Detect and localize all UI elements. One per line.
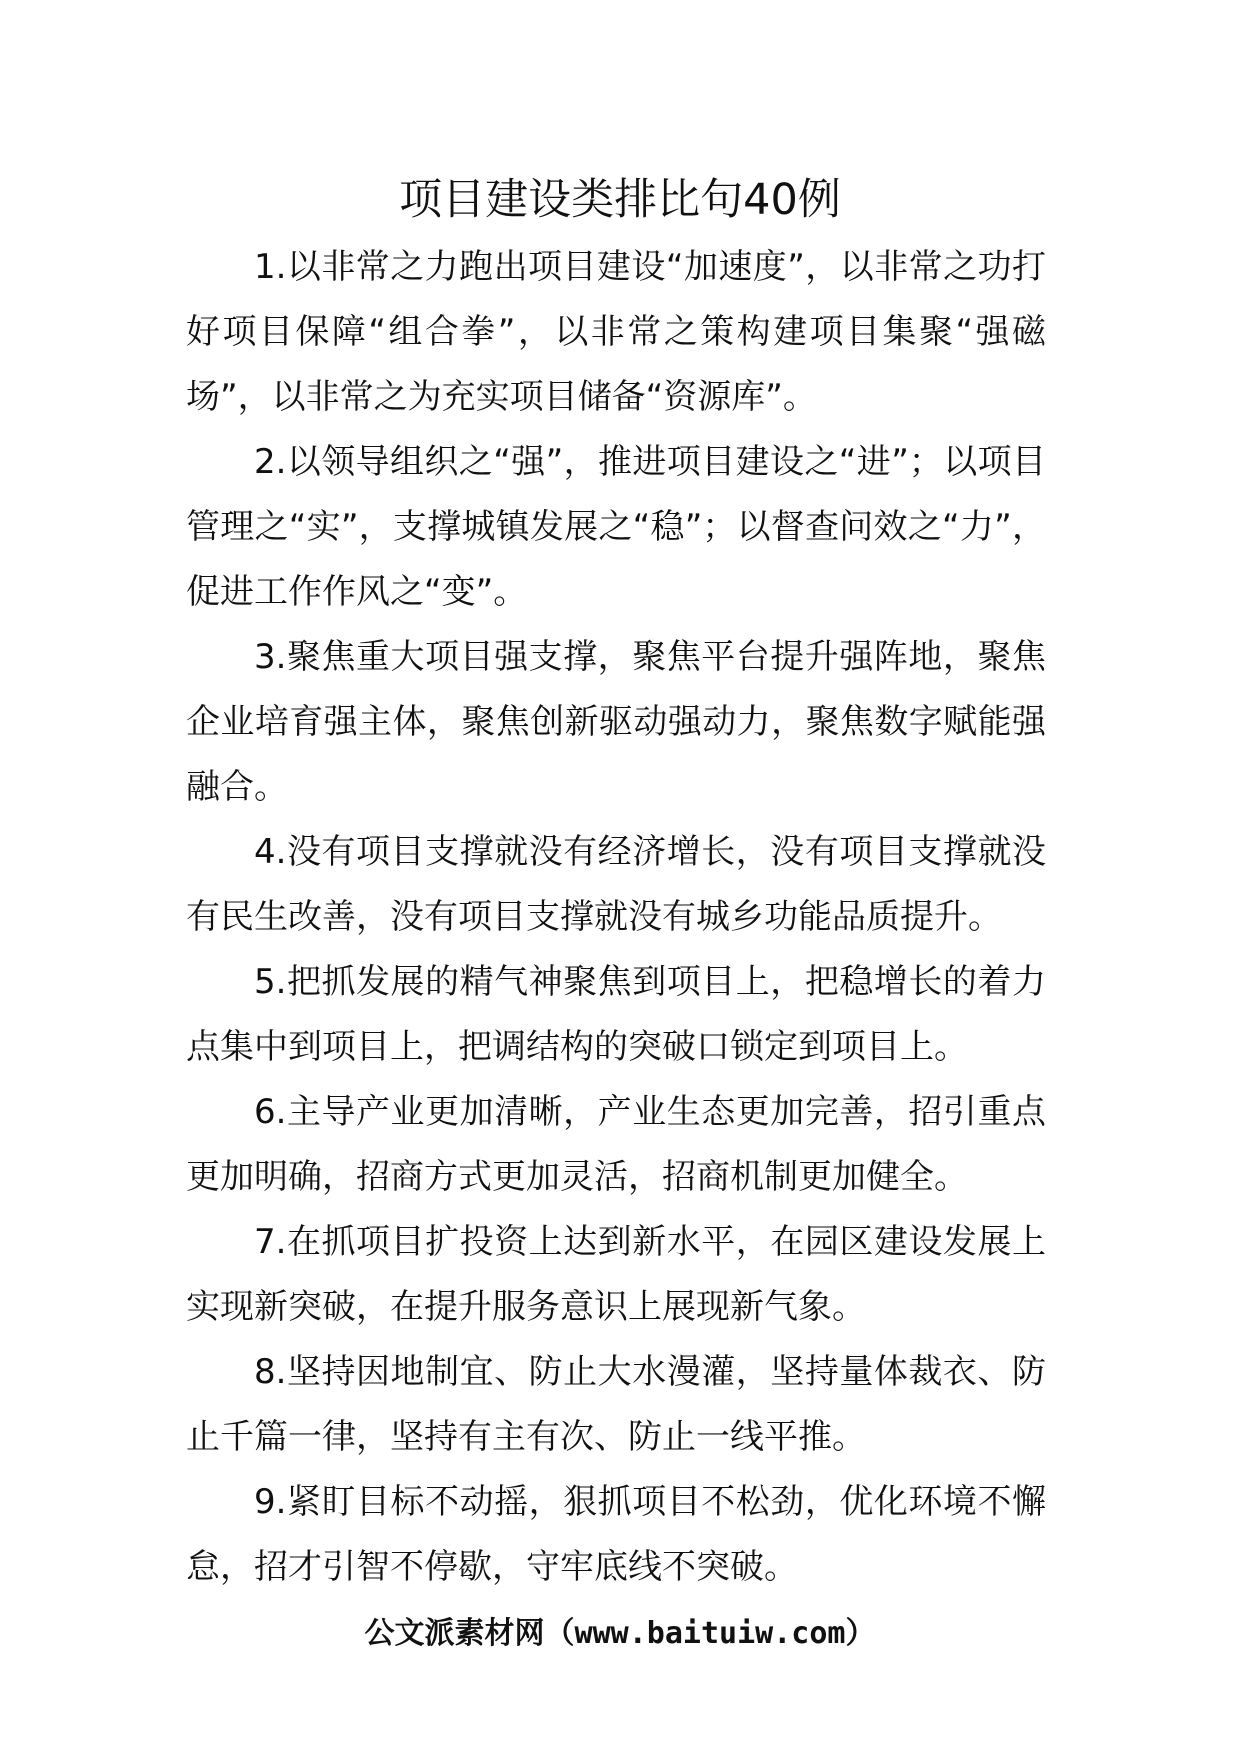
paragraph-1: 1.以非常之力跑出项目建设“加速度”，以非常之功打好项目保障“组合拳”，以非常之策构建项目集聚“强磁场”，以非常之为充实项目储备“资源库”。 [186, 247, 1046, 417]
paragraph-5: 5.把抓发展的精气神聚焦到项目上，把稳增长的着力点集中到项目上，把调结构的突破口锁定到项目上。 [186, 962, 1046, 1067]
paragraph-9: 9.紧盯目标不动摇，狠抓项目不松劲，优化环境不懈怠，招才引智不停歇，守牢底线不突破。 [186, 1482, 1046, 1587]
footer-watermark [0, 1610, 1240, 1658]
paragraph-7: 7.在抓项目扩投资上达到新水平，在园区建设发展上实现新突破，在提升服务意识上展现新气象。 [186, 1222, 1046, 1327]
footer-url[interactable]: （www.baituiw.com） [544, 1616, 876, 1651]
footer-brand: 公文派素材网 [364, 1616, 545, 1651]
paragraph-6: 6.主导产业更加清晰，产业生态更加完善，招引重点更加明确，招商方式更加灵活，招商机制更加健全。 [186, 1092, 1046, 1197]
paragraph-3: 3.聚焦重大项目强支撑，聚焦平台提升强阵地，聚焦企业培育强主体，聚焦创新驱动强动力，聚焦数字赋能强融合。 [186, 637, 1046, 807]
document-title: 项目建设类排比句40例 [399, 175, 841, 225]
paragraph-2: 2.以领导组织之“强”，推进项目建设之“进”；以项目管理之“实”，支撑城镇发展之“稳”；以督查问效之“力”，促进工作作风之“变”。 [186, 442, 1046, 612]
paragraph-4: 4.没有项目支撑就没有经济增长，没有项目支撑就没有民生改善，没有项目支撑就没有城乡功能品质提升。 [186, 832, 1046, 937]
document-body [186, 235, 1046, 1600]
paragraph-8: 8.坚持因地制宜、防止大水漫灌，坚持量体裁衣、防止千篇一律，坚持有主有次、防止一线平推。 [186, 1352, 1046, 1457]
